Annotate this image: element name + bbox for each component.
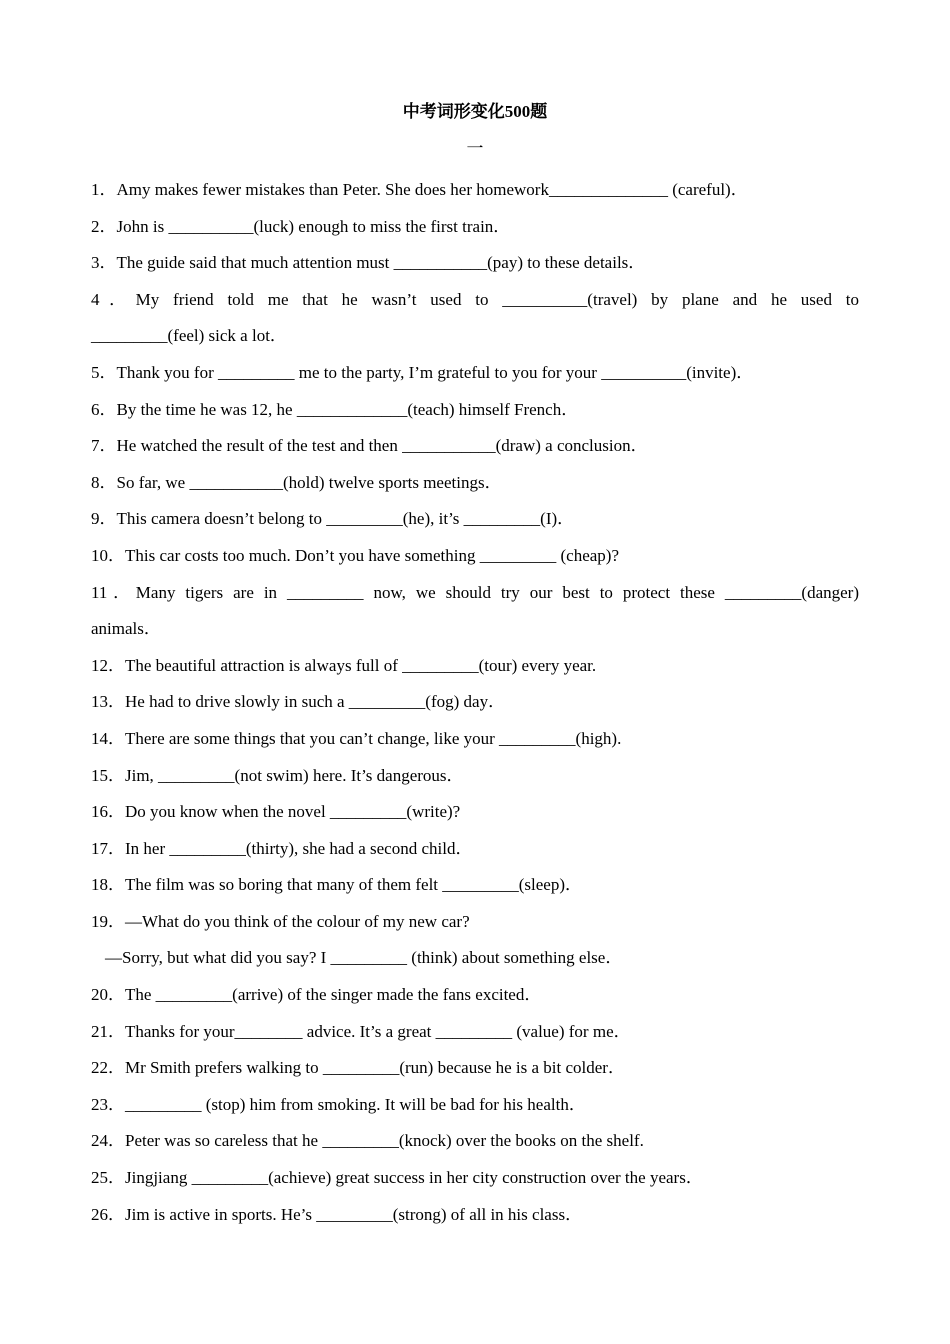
question-line: 14．There are some things that you can’t change, like your _________(high). xyxy=(91,728,622,748)
question-line: 13．He had to drive slowly in such a _________(fog) day． xyxy=(91,692,506,712)
question-line: _________(feel) sick a lot． xyxy=(91,326,287,346)
question-line: 15．Jim, _________(not swim) here. It’s dangerous． xyxy=(91,765,464,785)
question-line: 11．Many tigers are in _________ now, we should try our best to protect these _________(danger) xyxy=(91,582,859,602)
question-list xyxy=(91,172,859,1233)
question-line: 3．The guide said that much attention must ___________(pay) to these details． xyxy=(91,253,646,273)
question-line: 17．In her _________(thirty), she had a second child． xyxy=(91,838,473,858)
question-line: 18．The film was so boring that many of them felt _________(sleep)． xyxy=(91,875,583,895)
question-line: 6．By the time he was 12, he _____________(teach) himself French． xyxy=(91,399,579,419)
question-line: 7．He watched the result of the test and then ___________(draw) a conclusion． xyxy=(91,436,648,456)
question-line: 20．The _________(arrive) of the singer made the fans excited． xyxy=(91,985,542,1005)
question-line: 4．My friend told me that he wasn’t used to __________(travel) by plane and he used to xyxy=(91,289,859,309)
question-line: 16．Do you know when the novel _________(write)? xyxy=(91,802,461,822)
question-line: animals． xyxy=(91,619,161,639)
question-line: 8．So far, we ___________(hold) twelve sports meetings． xyxy=(91,472,502,492)
question-line: 24．Peter was so careless that he _________(knock) over the books on the shelf. xyxy=(91,1131,644,1151)
page-title: 中考词形变化500题 xyxy=(402,102,548,121)
question-line: —Sorry, but what did you say? I _________ (think) about something else． xyxy=(105,948,623,968)
question-line: 22．Mr Smith prefers walking to _________(run) because he is a bit colder． xyxy=(91,1058,625,1078)
section-number: 一 xyxy=(466,139,484,158)
question-line: 21．Thanks for your________ advice. It’s a great _________ (value) for me． xyxy=(91,1021,631,1041)
question-line: 19．—What do you think of the colour of my new car? xyxy=(91,911,470,931)
question-line: 12．The beautiful attraction is always full of _________(tour) every year. xyxy=(91,655,597,675)
question-line: 1．Amy makes fewer mistakes than Peter. She does her homework______________ (careful)． xyxy=(91,180,748,199)
question-line: 5．Thank you for _________ me to the party, I’m grateful to you for your __________(invite)． xyxy=(91,362,754,382)
question-line: 9．This camera doesn’t belong to _________(he), it’s _________(I)． xyxy=(91,509,575,529)
question-line: 26．Jim is active in sports. He’s _________(strong) of all in his class． xyxy=(91,1204,583,1224)
question-line: 25．Jingjiang _________(achieve) great success in her city construction over the years． xyxy=(91,1168,703,1188)
question-line: 23．_________ (stop) him from smoking. It will be bad for his health． xyxy=(91,1094,586,1114)
question-line: 10．This car costs too much. Don’t you have something _________ (cheap)? xyxy=(91,545,619,565)
question-line: 2．John is __________(luck) enough to miss the first train． xyxy=(91,216,511,236)
